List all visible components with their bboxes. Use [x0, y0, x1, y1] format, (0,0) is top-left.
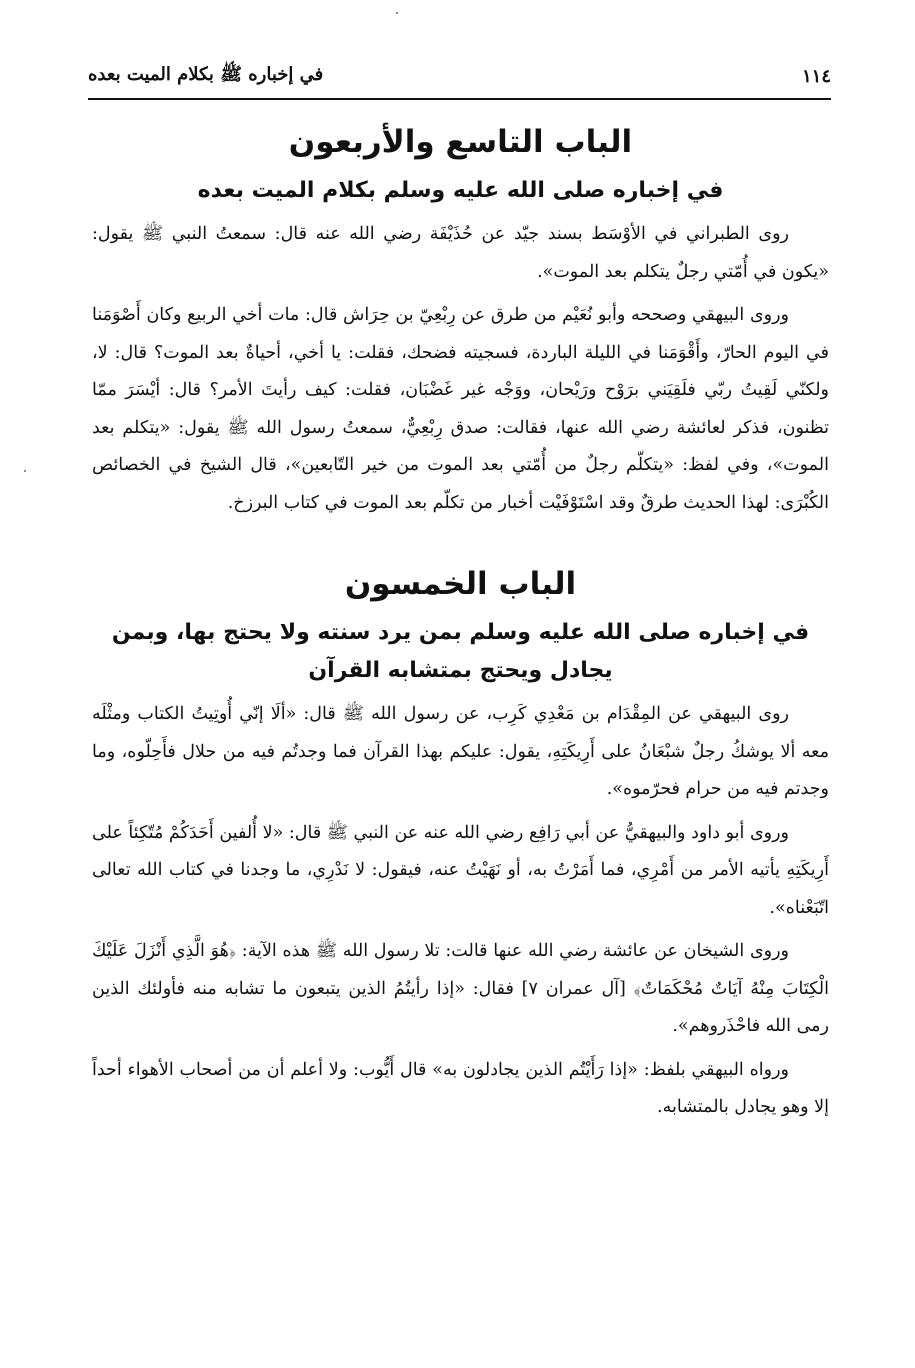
paragraph: وروى البيهقي وصححه وأبو نُعَيْم من طرق عن رِبْعِيّ بن حِرَاش قال: مات أخي الربيع وكان أَصْوَمَنا في اليوم الحارّ، وأَقْوَمَنا في الليلة الباردة، فسجيته فضحك، فقلت: يا أخي، أحياةٌ بعد الموت؟ قال: لا، ولكنّي لَقِيتُ ربّي فلَقِيَني برَوْح ورَيْحان، ووَجْه غير غَضْبَان، فقلت: كيف رأيتَ الأمر؟ قال: أيْسَرَ ممّا تظنون، فذكر لعائشة رضي الله عنها، فقالت: صدق رِبْعِيٌّ، سمعتُ رسول الله ﷺ يقول: «يتكلم بعد الموت»، وفي لفظ: «يتكلّم رجلٌ من أُمّتي بعد الموت من خير التّابعين»، قال الشيخ في الخصائص الكُبْرَى: لهذا الحديث طرقٌ وقد اسْتَوْفَيْت أخبار من تكلّم بعد الموت في كتاب البرزخ. — [92, 305, 829, 513]
paragraph: وروى الشيخان عن عائشة رضي الله عنها قالت: تلا رسول الله ﷺ هذه الآية: ﴿هُوَ الَّذِي أَنْزَلَ عَلَيْكَ الْكِتَابَ مِنْهُ آيَاتٌ مُحْكَمَاتٌ﴾ [آل عمران ٧] فقال: «إذا رأيتُمُ الذين يتبعون ما تشابه منه فأولئك الذين رمى الله فاحْذَروهم». — [92, 941, 830, 1036]
chapter-subtitle: في إخباره صلى الله عليه وسلم بمن يرد سنته ولا يحتج بها، وبمن يجادل ويحتج بمتشابه القرآن — [111, 620, 810, 683]
section-gap — [92, 528, 829, 550]
paragraph: روى البيهقي عن المِقْدَام بن مَعْدِي كَرِب، عن رسول الله ﷺ قال: «ألَا إنّي أُوتِيتُ الكتاب ومثْلَه معه ألا يوشكُ رجلٌ شبْعَانُ على أَرِيكَتِهِ، يقول: عليكم بهذا القرآن فما وجدتُم فيه من حلال فأَحِلّوه، وما وجدتم فيه من حرام فحرّموه». — [92, 704, 829, 799]
page-body — [92, 108, 829, 1133]
header-rule — [88, 98, 831, 100]
paragraph: ورواه البيهقي بلفظ: «إذا رَأَيْتُم الذين يجادلون به» قال أَيُّوب: ولا أعلم أن من أصحاب الأهواء أحداً إلا وهو يجادل بالمتشابه. — [92, 1059, 829, 1117]
paragraph: روى الطبراني في الأوْسَط بسند جيّد عن حُذَيْفَة رضي الله عنه قال: سمعتُ النبي ﷺ يقول: «يكون في أُمّتي رجلٌ يتكلم بعد الموت». — [92, 224, 829, 282]
scan-speck — [396, 12, 398, 14]
scan-speck — [24, 470, 26, 472]
page-number: ١١٤ — [801, 65, 831, 87]
chapter-title: الباب التاسع والأربعون — [288, 124, 633, 160]
paragraph: وروى أبو داود والبيهقيُّ عن أبي رَافِع رضي الله عنه عن النبي ﷺ قال: «لا أُلفين أَحَدَكُمْ مُتّكِئاً على أَرِيكَتِهِ يأتيه الأمر من أَمْرِي، فما أَمَرْتُ به، أو نَهَيْتُ عنه، فيقول: لا نَدْرِي، ما وجدنا في كتاب الله تعالى اتّبَعْناه». — [92, 822, 829, 918]
running-title: في إخباره ﷺ بكلام الميت بعده — [88, 64, 324, 85]
running-header — [88, 56, 831, 96]
chapter-subtitle: في إخباره صلى الله عليه وسلم بكلام الميت بعده — [197, 178, 724, 203]
chapter-title: الباب الخمسون — [344, 566, 577, 602]
